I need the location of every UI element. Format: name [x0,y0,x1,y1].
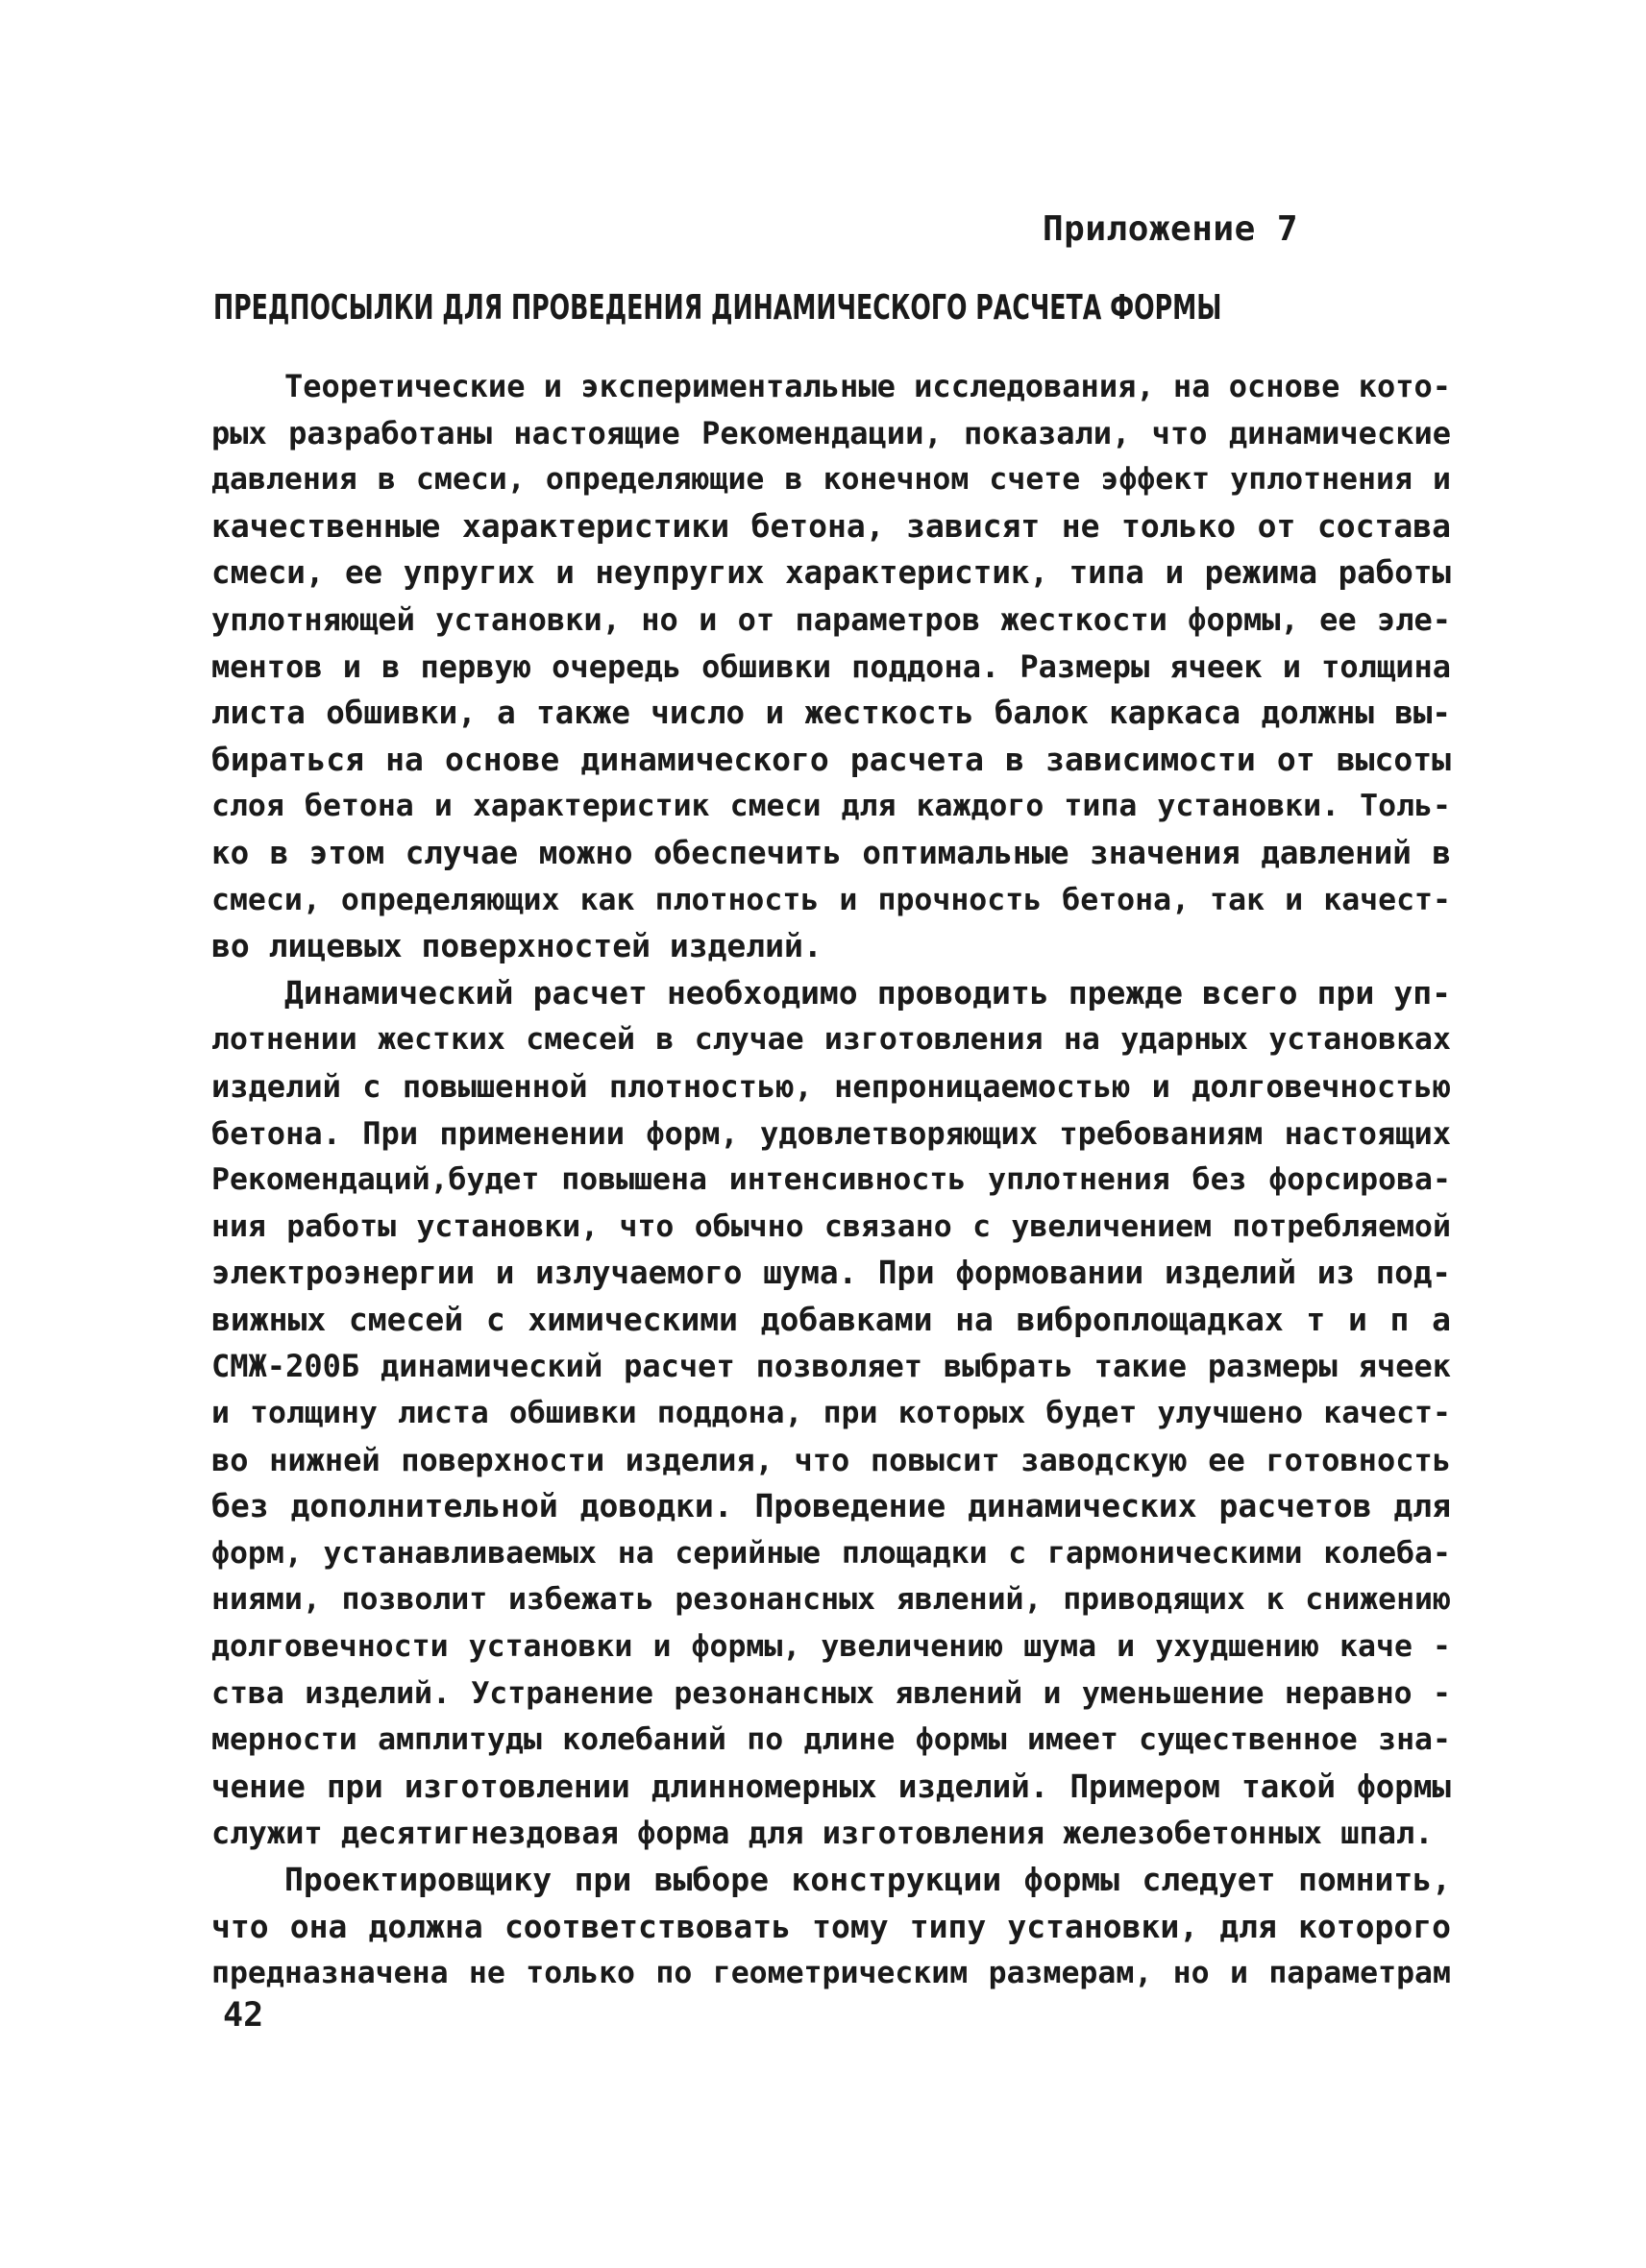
text-line: и толщину листа обшивки поддона, при которых будет улучшено качест- [211,1396,1451,1431]
text-line: бетона. При применении форм, удовлетворяющих требованиям настоящих [211,1114,1451,1152]
text-line: ния работы установки, что обычно связано с увеличением потребляемой [211,1208,1451,1244]
text-line: Рекомендаций,будет повышена интенсивность уплотнения без форсирова- [211,1162,1451,1198]
text-line: Теоретические и экспериментальные исследования, на основе кото- [284,368,1451,404]
text-line: во лицевых поверхностей изделий. [211,927,823,965]
text-line: рых разработаны настоящие Рекомендации, показали, что динамические [211,414,1451,451]
body-text [211,363,1451,1997]
text-line: изделий с повышенной плотностью, непроницаемостью и долговечностью [211,1067,1451,1105]
text-line: ства изделий. Устранение резонансных явлений и уменьшение неравно - [211,1675,1451,1711]
text-line: ко в этом случае можно обеспечить оптимальные значения давлений в [211,834,1451,871]
text-line: служит десятигнездовая форма для изготовления железобетонных шпал. [211,1815,1434,1852]
text-line: долговечности установки и формы, увеличению шума и ухудшению каче - [211,1629,1451,1665]
text-line: мерности амплитуды колебаний по длине формы имеет существенное зна- [211,1722,1451,1758]
text-line: бираться на основе динамического расчета в зависимости от высоты [211,740,1451,778]
text-line: во нижней поверхности изделия, что повысит заводскую ее готовность [211,1441,1451,1478]
text-line: без дополнительной доводки. Проведение динамических расчетов для [211,1487,1451,1525]
text-line: Динамический расчет необходимо проводить прежде всего при уп- [284,973,1451,1012]
text-line: давления в смеси, определяющие в конечном счете эффект уплотнения и [211,462,1451,498]
text-line: лотнении жестких смесей в случае изготовления на ударных установках [211,1022,1451,1058]
text-line: качественные характеристики бетона, зависят не только от состава [211,506,1451,545]
text-line: электроэнергии и излучаемого шума. При формовании изделий из под- [211,1255,1451,1292]
text-line: СМЖ-200Б динамический расчет позволяет выбрать такие размеры ячеек [211,1348,1451,1385]
text-line: вижных смесей с химическими добавками на виброплощадках т и п а [211,1300,1451,1338]
text-line: ментов и в первую очередь обшивки поддона. Размеры ячеек и толщина [211,647,1451,685]
text-line: Проектировщику при выборе конструкции формы следует помнить, [284,1861,1451,1898]
appendix-label: Приложение 7 [1043,209,1299,249]
text-line: форм, устанавливаемых на серийные площадки с гармоническими колеба- [211,1535,1451,1571]
text-line: уплотняющей установки, но и от параметров жесткости формы, ее эле- [211,600,1451,638]
text-line: слоя бетона и характеристик смеси для каждого типа установки. Толь- [211,789,1451,824]
text-line: что она должна соответствовать тому типу установки, для которого [211,1907,1451,1945]
text-line: смеси, определяющих как плотность и прочность бетона, так и качест- [211,882,1451,917]
page-number: 42 [223,1996,264,2035]
text-line: ниями, позволит избежать резонансных явлений, приводящих к снижению [211,1582,1451,1618]
section-title: ПРЕДПОСЫЛКИ ДЛЯ ПРОВЕДЕНИЯ ДИНАМИЧЕСКОГО РАСЧЕТА ФОРМЫ [213,288,1222,328]
text-line: смеси, ее упругих и неупругих характеристик, типа и режима работы [211,554,1451,592]
text-line: чение при изготовлении длинномерных изделий. Примером такой формы [211,1768,1451,1805]
text-line: листа обшивки, а также число и жесткость балок каркаса должны вы- [211,695,1451,732]
text-line: предназначена не только по геометрическим размерам, но и параметрам [211,1956,1451,1991]
